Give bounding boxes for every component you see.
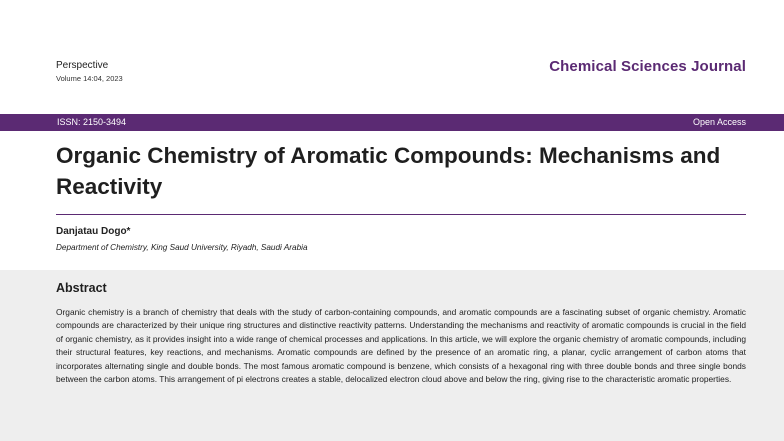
article-title: Organic Chemistry of Aromatic Compounds: Mechanisms and Reactivity (56, 143, 721, 199)
abstract-text: Organic chemistry is a branch of chemistry that deals with the study of carbon-containing compounds, and aromatic compounds are a fascinating subset of organic chemistry. Aromatic compounds are characterized by their unique ring structures and distinctive reactivity patterns. Understanding the mechanisms and reactivity of aromatic compounds is crucial in the field of organic chemistry, as it provides insight into a wide range of chemical processes and applications. In this article, we will explore the organic chemistry of aromatic compounds, including their structural features, key reactions, and mechanisms. Aromatic compounds are defined by the presence of an aromatic ring, a planar, cyclic arrangement of carbon atoms that incorporates alternating single and double bonds. The most famous aromatic compound is benzene, which consists of a hexagonal ring with three double bonds and three single bonds between the carbon atoms. This arrangement of pi electrons creates a stable, delocalized electron cloud above and below the ring, giving rise to the characteristic aromatic properties. (56, 307, 746, 385)
open-access-label: Open Access (692, 117, 746, 127)
abstract-section (0, 270, 784, 441)
journal-name: Chemical Sciences Journal (549, 58, 746, 75)
volume-info: Volume 14:04, 2023 (56, 74, 123, 83)
title-divider (56, 214, 746, 215)
article-meta (56, 60, 123, 86)
author-affiliation: Department of Chemistry, King Saud University, Riyadh, Saudi Arabia (56, 243, 308, 252)
issn-bar (0, 114, 784, 131)
issn: ISSN: 2150-3494 (57, 117, 127, 127)
abstract-heading: Abstract (56, 281, 107, 295)
article-type: Perspective (56, 60, 109, 71)
author-name: Danjatau Dogo* (56, 226, 131, 237)
